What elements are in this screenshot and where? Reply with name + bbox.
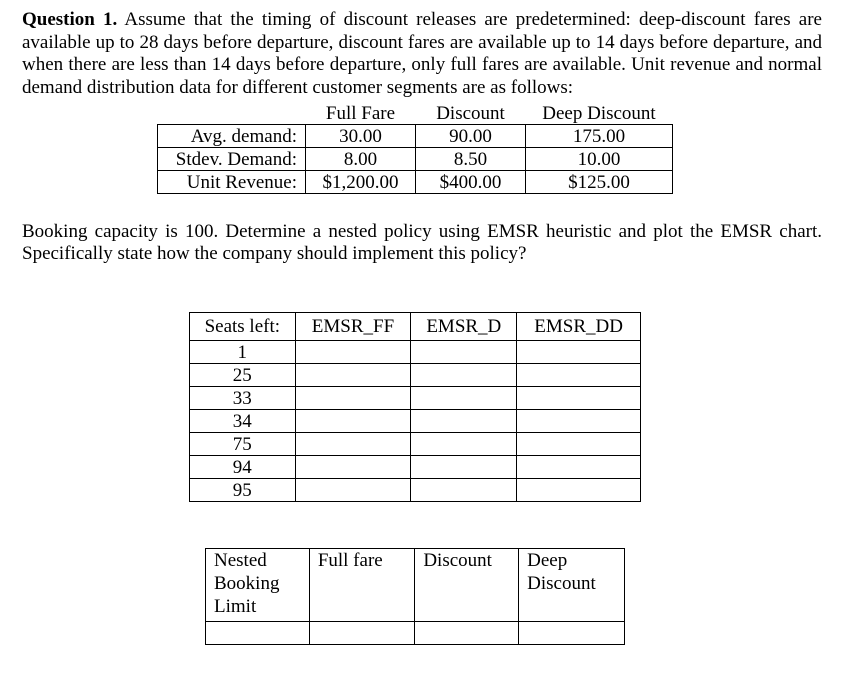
emsr-dd-cell[interactable] — [517, 456, 641, 479]
nested-blank-cell — [206, 622, 310, 645]
emsr-ff-cell[interactable] — [295, 456, 411, 479]
table-row — [190, 433, 641, 456]
emsr-dd-cell[interactable] — [517, 387, 641, 410]
header-full-fare: Full fare — [309, 549, 415, 622]
emsr-ff-cell[interactable] — [295, 341, 411, 364]
seats-cell: 95 — [190, 479, 296, 502]
booking-paragraph: Booking capacity is 100. Determine a nested policy using EMSR heuristic and plot the EMSR chart. Specifically state how the company should implement this policy? — [22, 221, 822, 264]
table-row — [190, 364, 641, 387]
emsr-dd-cell[interactable] — [517, 410, 641, 433]
emsr-dd-cell[interactable] — [517, 479, 641, 502]
nested-header-row — [206, 549, 625, 622]
table-cell: 175.00 — [526, 125, 673, 148]
table-row — [158, 148, 673, 171]
header-full-fare: Full Fare — [325, 102, 396, 124]
header-discount: Discount — [436, 102, 505, 124]
question-paragraph — [22, 9, 822, 99]
deep-discount-limit-cell[interactable] — [519, 622, 625, 645]
header-deep-discount: Deep Discount — [542, 102, 656, 124]
header-deep-discount: Deep Discount — [519, 549, 625, 622]
seats-cell: 33 — [190, 387, 296, 410]
emsr-ff-cell[interactable] — [295, 364, 411, 387]
table-cell: $125.00 — [526, 171, 673, 194]
row-label-unit-revenue: Unit Revenue: — [158, 171, 306, 194]
header-emsr-dd: EMSR_DD — [517, 313, 641, 341]
emsr-d-cell[interactable] — [411, 387, 517, 410]
table-cell: $1,200.00 — [306, 171, 416, 194]
table-row — [158, 171, 673, 194]
emsr-d-cell[interactable] — [411, 364, 517, 387]
table-row — [190, 410, 641, 433]
table-cell: 8.00 — [306, 148, 416, 171]
full-fare-limit-cell[interactable] — [309, 622, 415, 645]
row-label-avg-demand: Avg. demand: — [158, 125, 306, 148]
emsr-d-cell[interactable] — [411, 433, 517, 456]
emsr-d-cell[interactable] — [411, 410, 517, 433]
emsr-dd-cell[interactable] — [517, 433, 641, 456]
emsr-dd-cell[interactable] — [517, 341, 641, 364]
header-seats-left: Seats left: — [190, 313, 296, 341]
header-emsr-d: EMSR_D — [411, 313, 517, 341]
discount-limit-cell[interactable] — [415, 622, 519, 645]
table-row — [190, 387, 641, 410]
header-discount: Discount — [415, 549, 519, 622]
seats-cell: 94 — [190, 456, 296, 479]
seats-cell: 1 — [190, 341, 296, 364]
emsr-d-cell[interactable] — [411, 456, 517, 479]
nested-booking-limit-table — [205, 548, 625, 645]
table-row — [190, 456, 641, 479]
table-cell: 8.50 — [416, 148, 526, 171]
seats-cell: 34 — [190, 410, 296, 433]
emsr-d-cell[interactable] — [411, 341, 517, 364]
emsr-table — [189, 312, 641, 502]
table-row — [190, 341, 641, 364]
emsr-ff-cell[interactable] — [295, 410, 411, 433]
emsr-d-cell[interactable] — [411, 479, 517, 502]
table-cell: $400.00 — [416, 171, 526, 194]
emsr-ff-cell[interactable] — [295, 479, 411, 502]
table-cell: 90.00 — [416, 125, 526, 148]
header-blank — [158, 102, 306, 125]
nested-value-row — [206, 622, 625, 645]
seats-cell: 75 — [190, 433, 296, 456]
data-table-header-row — [158, 102, 673, 125]
table-row — [158, 125, 673, 148]
emsr-header-row — [190, 313, 641, 341]
table-row — [190, 479, 641, 502]
emsr-dd-cell[interactable] — [517, 364, 641, 387]
row-label-stdev-demand: Stdev. Demand: — [158, 148, 306, 171]
seats-cell: 25 — [190, 364, 296, 387]
table-cell: 10.00 — [526, 148, 673, 171]
header-nested-booking-limit: Nested Booking Limit — [206, 549, 310, 622]
question-label: Question 1. — [22, 9, 118, 30]
question-text: Assume that the timing of discount releases are predetermined: deep-discount fares are available up to 28 days before departure, discount fares are available up to 14 days before departure, and when there are less than 14 days before departure, only full fares are available. Unit revenue and normal demand distribution data for different customer segments are as follows: — [22, 9, 822, 98]
emsr-ff-cell[interactable] — [295, 387, 411, 410]
demand-data-table — [157, 102, 673, 194]
table-cell: 30.00 — [306, 125, 416, 148]
header-emsr-ff: EMSR_FF — [295, 313, 411, 341]
emsr-ff-cell[interactable] — [295, 433, 411, 456]
